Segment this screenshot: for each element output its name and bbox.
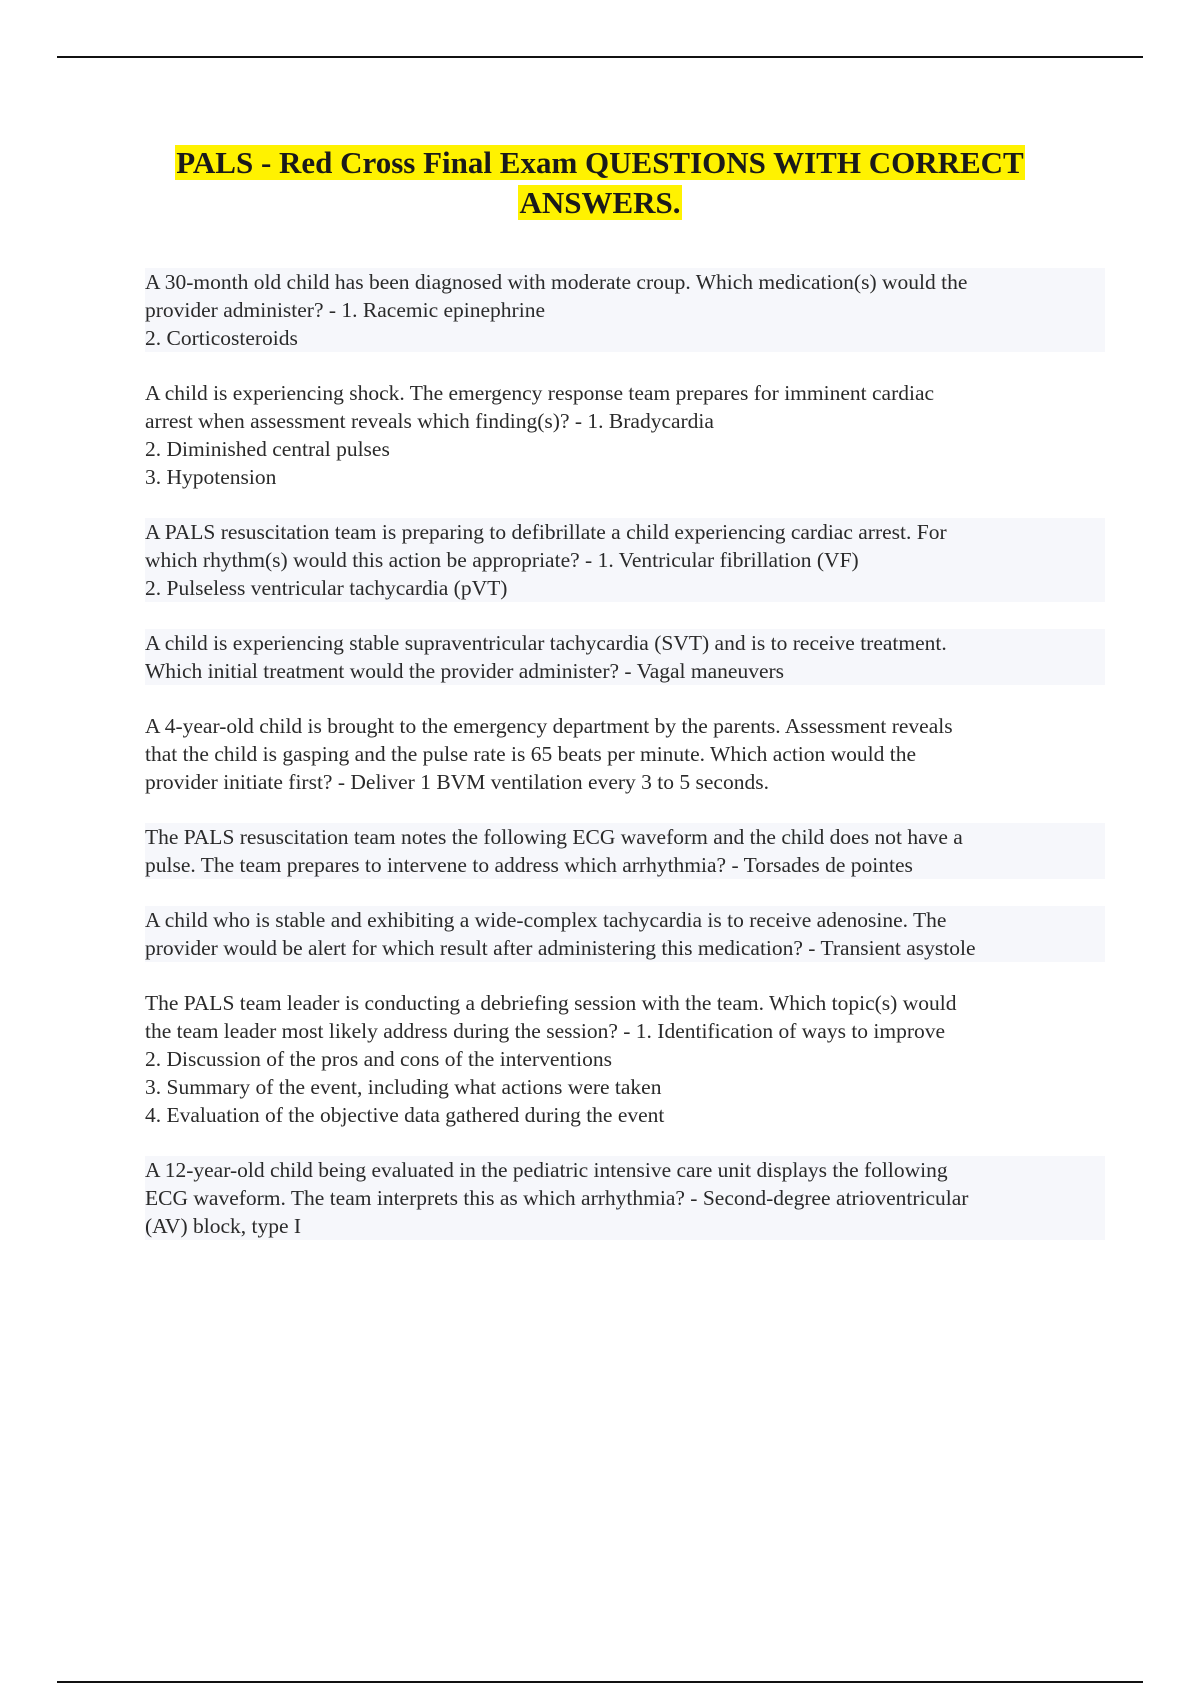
top-rule [57,56,1143,58]
qa-line: The PALS resuscitation team notes the following ECG waveform and the child does not have a [145,823,1105,851]
qa-line: Which initial treatment would the provider administer? - Vagal maneuvers [145,657,1105,685]
qa-line: 4. Evaluation of the objective data gathered during the event [145,1103,665,1127]
qa-line: provider administer? - 1. Racemic epinephrine [145,296,1105,324]
title-line-1: PALS - Red Cross Final Exam QUESTIONS WITH CORRECT [176,145,1024,180]
qa-item-2 [145,379,1105,491]
qa-item-9 [145,1156,1105,1240]
qa-line: which rhythm(s) would this action be appropriate? - 1. Ventricular fibrillation (VF) [145,546,1105,574]
qa-line: ECG waveform. The team interprets this as which arrhythmia? - Second-degree atrioventricular [145,1184,1105,1212]
qa-item-1 [145,268,1105,352]
qa-line: 3. Hypotension [145,465,277,489]
qa-line: (AV) block, type I [145,1212,1105,1240]
qa-item-8 [145,989,1105,1129]
qa-line: 2. Discussion of the pros and cons of the interventions [145,1047,612,1071]
qa-line: that the child is gasping and the pulse rate is 65 beats per minute. Which action would the [145,742,917,766]
qa-line: A child is experiencing stable supraventricular tachycardia (SVT) and is to receive treatment. [145,629,1105,657]
qa-item-7 [145,906,1105,962]
qa-line: A child who is stable and exhibiting a wide-complex tachycardia is to receive adenosine. The [145,906,1105,934]
bottom-rule [57,1681,1143,1683]
qa-line: A 30-month old child has been diagnosed with moderate croup. Which medication(s) would the [145,268,1105,296]
qa-line: A child is experiencing shock. The emergency response team prepares for imminent cardiac [145,381,935,405]
document-title [100,143,1100,223]
qa-item-4 [145,629,1105,685]
qa-line: 2. Diminished central pulses [145,437,390,461]
qa-line: A 12-year-old child being evaluated in the pediatric intensive care unit displays the following [145,1156,1105,1184]
qa-line: provider would be alert for which result after administering this medication? - Transient asystole [145,934,1105,962]
qa-item-3 [145,518,1105,602]
qa-line: A 4-year-old child is brought to the emergency department by the parents. Assessment reveals [145,714,953,738]
title-line-2: ANSWERS. [519,185,681,220]
qa-line: The PALS team leader is conducting a debriefing session with the team. Which topic(s) would [145,991,957,1015]
qa-line: provider initiate first? - Deliver 1 BVM ventilation every 3 to 5 seconds. [145,770,769,794]
qa-line: arrest when assessment reveals which finding(s)? - 1. Bradycardia [145,409,714,433]
qa-item-5 [145,712,1105,796]
qa-list [145,268,1105,1267]
qa-item-6 [145,823,1105,879]
qa-line: 2. Corticosteroids [145,324,1105,352]
qa-line: the team leader most likely address during the session? - 1. Identification of ways to improve [145,1019,946,1043]
qa-line: A PALS resuscitation team is preparing to defibrillate a child experiencing cardiac arrest. For [145,518,1105,546]
qa-line: pulse. The team prepares to intervene to address which arrhythmia? - Torsades de pointes [145,851,1105,879]
qa-line: 2. Pulseless ventricular tachycardia (pVT) [145,574,1105,602]
qa-line: 3. Summary of the event, including what actions were taken [145,1075,662,1099]
